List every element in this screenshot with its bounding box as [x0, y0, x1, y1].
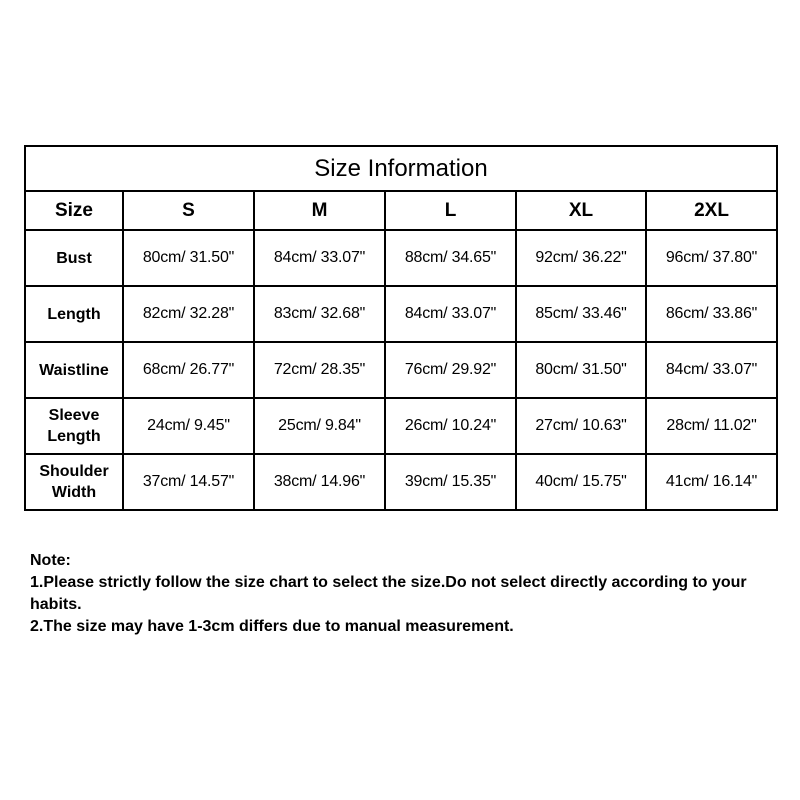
row-label — [25, 398, 123, 454]
notes-section — [30, 550, 780, 638]
row-label-line: Width — [51, 484, 97, 501]
size-column-header: L — [385, 191, 516, 230]
row-label-line: Length — [47, 305, 101, 323]
table-title: Size Information — [25, 146, 777, 191]
row-label-line: Sleeve — [48, 407, 100, 424]
measurement-cell: 96cm/ 37.80" — [646, 230, 777, 286]
table-row — [25, 286, 777, 342]
size-column-header: M — [254, 191, 385, 230]
note-item: 2.The size may have 1-3cm differs due to manual measurement. — [30, 618, 514, 635]
measurement-cell: 27cm/ 10.63" — [516, 398, 646, 454]
table-row — [25, 454, 777, 510]
size-header-row — [25, 191, 777, 230]
row-label-line: Shoulder — [39, 463, 109, 480]
measurement-cell: 84cm/ 33.07" — [385, 286, 516, 342]
measurement-cell: 28cm/ 11.02" — [646, 398, 777, 454]
measurement-cell: 25cm/ 9.84" — [254, 398, 385, 454]
measurement-cell: 86cm/ 33.86" — [646, 286, 777, 342]
measurement-cell: 76cm/ 29.92" — [385, 342, 516, 398]
note-item: 1.Please strictly follow the size chart to select the size.Do not select directly according to your habits. — [30, 574, 747, 613]
measurement-cell: 26cm/ 10.24" — [385, 398, 516, 454]
notes-heading: Note: — [30, 552, 71, 569]
measurement-cell: 38cm/ 14.96" — [254, 454, 385, 510]
row-label — [25, 454, 123, 510]
measurement-cell: 40cm/ 15.75" — [516, 454, 646, 510]
table-row — [25, 398, 777, 454]
measurement-cell: 72cm/ 28.35" — [254, 342, 385, 398]
measurement-cell: 83cm/ 32.68" — [254, 286, 385, 342]
measurement-cell: 85cm/ 33.46" — [516, 286, 646, 342]
size-header-label: Size — [25, 191, 123, 230]
measurement-cell: 88cm/ 34.65" — [385, 230, 516, 286]
measurement-cell: 37cm/ 14.57" — [123, 454, 254, 510]
table-row — [25, 342, 777, 398]
measurement-cell: 80cm/ 31.50" — [516, 342, 646, 398]
size-column-header: 2XL — [646, 191, 777, 230]
size-chart-table — [24, 145, 778, 511]
measurement-cell: 24cm/ 9.45" — [123, 398, 254, 454]
measurement-cell: 84cm/ 33.07" — [254, 230, 385, 286]
size-column-header: S — [123, 191, 254, 230]
row-label-line: Length — [47, 428, 101, 445]
measurement-cell: 82cm/ 32.28" — [123, 286, 254, 342]
measurement-cell: 41cm/ 16.14" — [646, 454, 777, 510]
size-column-header: XL — [516, 191, 646, 230]
row-label-line: Waistline — [39, 361, 109, 379]
table-row — [25, 230, 777, 286]
measurement-cell: 92cm/ 36.22" — [516, 230, 646, 286]
table-body — [25, 230, 777, 510]
row-label — [25, 286, 123, 342]
measurement-cell: 39cm/ 15.35" — [385, 454, 516, 510]
row-label — [25, 230, 123, 286]
measurement-cell: 84cm/ 33.07" — [646, 342, 777, 398]
measurement-cell: 68cm/ 26.77" — [123, 342, 254, 398]
measurement-cell: 80cm/ 31.50" — [123, 230, 254, 286]
row-label — [25, 342, 123, 398]
row-label-line: Bust — [56, 249, 92, 267]
